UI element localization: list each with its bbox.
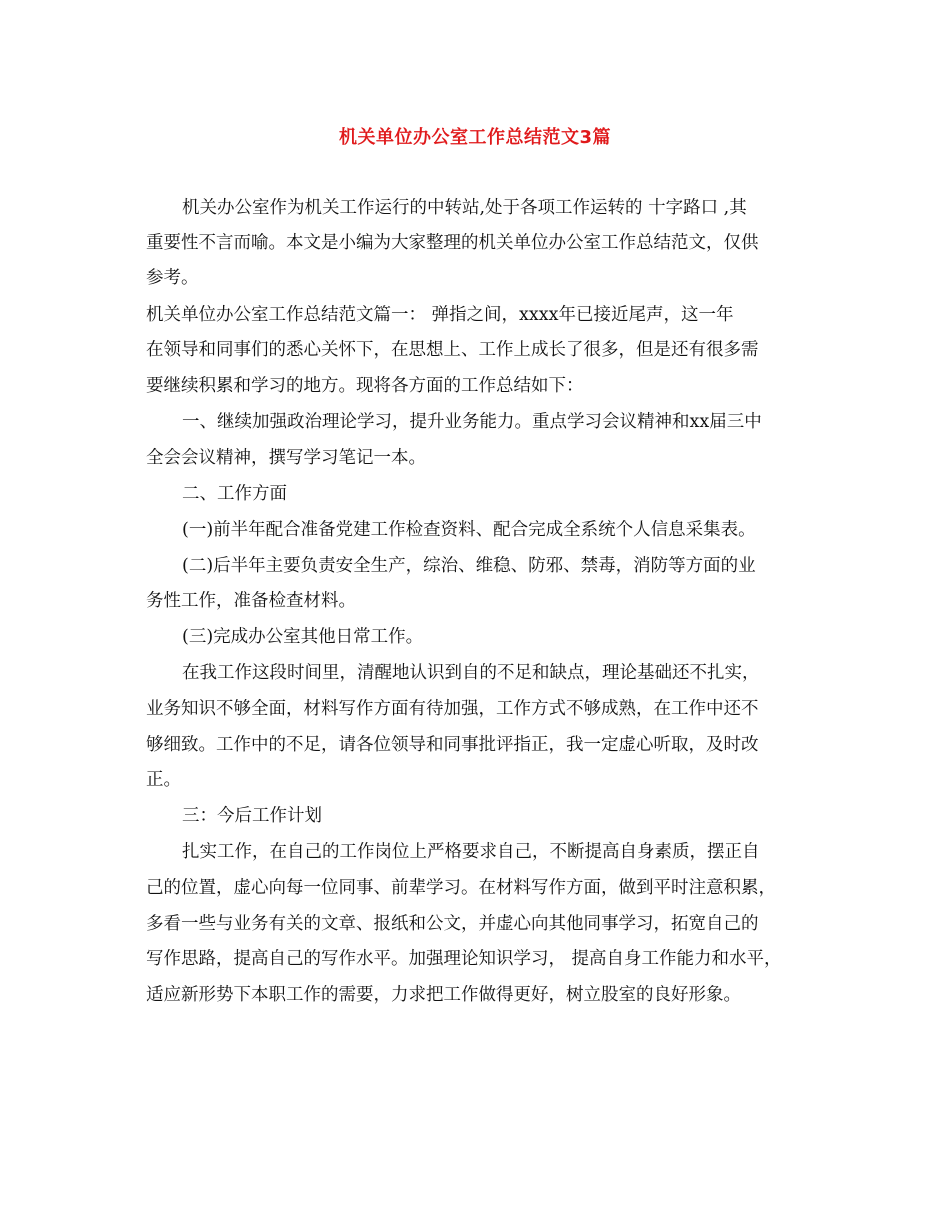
paragraph-line: (一)前半年配合准备党建工作检查资料、配合完成全系统个人信息采集表。 <box>182 520 756 540</box>
paragraph-line: 机关单位办公室工作总结范文篇一： 弹指之间，xxxx年已接近尾声，这一年 <box>146 305 734 325</box>
paragraph-line: 一、继续加强政治理论学习，提升业务能力。重点学习会议精神和xx届三中 <box>182 412 762 432</box>
paragraph-line: 多看一些与业务有关的文章、报纸和公文，并虚心向其他同事学习，拓宽自己的 <box>146 914 759 934</box>
paragraph-line: 务性工作，准备检查材料。 <box>146 591 356 611</box>
paragraph-line: 在我工作这段时间里，清醒地认识到自的不足和缺点，理论基础还不扎实， <box>182 663 760 683</box>
paragraph-line: 全会会议精神，撰写学习笔记一本。 <box>146 448 426 468</box>
paragraph-line: (二)后半年主要负责安全生产，综治、维稳、防邪、禁毒，消防等方面的业 <box>182 556 756 576</box>
paragraph-line: 己的位置，虚心向每一位同事、前辈学习。在材料写作方面，做到平时注意积累， <box>146 878 776 898</box>
section-heading: 二、工作方面 <box>182 484 287 504</box>
paragraph-line: 业务知识不够全面，材料写作方面有待加强，工作方式不够成熟，在工作中还不 <box>146 699 759 719</box>
paragraph-line: 参考。 <box>146 268 199 288</box>
paragraph-line: 机关办公室作为机关工作运行的中转站,处于各项工作运转的 十字路口 ,其 <box>182 198 747 218</box>
document-title: 机关单位办公室工作总结范文3篇 <box>338 127 612 148</box>
paragraph-line: 适应新形势下本职工作的需要，力求把工作做得更好，树立股室的良好形象。 <box>146 985 741 1005</box>
paragraph-line: 在领导和同事们的悉心关怀下，在思想上、工作上成长了很多，但是还有很多需 <box>146 340 759 360</box>
paragraph-line: 扎实工作，在自己的工作岗位上严格要求自己，不断提高自身素质，摆正自 <box>182 842 760 862</box>
paragraph-line: 正。 <box>146 770 181 790</box>
paragraph-line: 够细致。工作中的不足，请各位领导和同事批评指正，我一定虚心听取，及时改 <box>146 735 759 755</box>
paragraph-line: (三)完成办公室其他日常工作。 <box>182 627 424 647</box>
section-heading: 三：今后工作计划 <box>182 806 322 826</box>
paragraph-line: 写作思路，提高自己的写作水平。加强理论知识学习， 提高自身工作能力和水平， <box>146 949 782 969</box>
paragraph-line: 重要性不言而喻。本文是小编为大家整理的机关单位办公室工作总结范文，仅供 <box>146 233 759 253</box>
paragraph-line: 要继续积累和学习的地方。现将各方面的工作总结如下： <box>146 376 584 396</box>
